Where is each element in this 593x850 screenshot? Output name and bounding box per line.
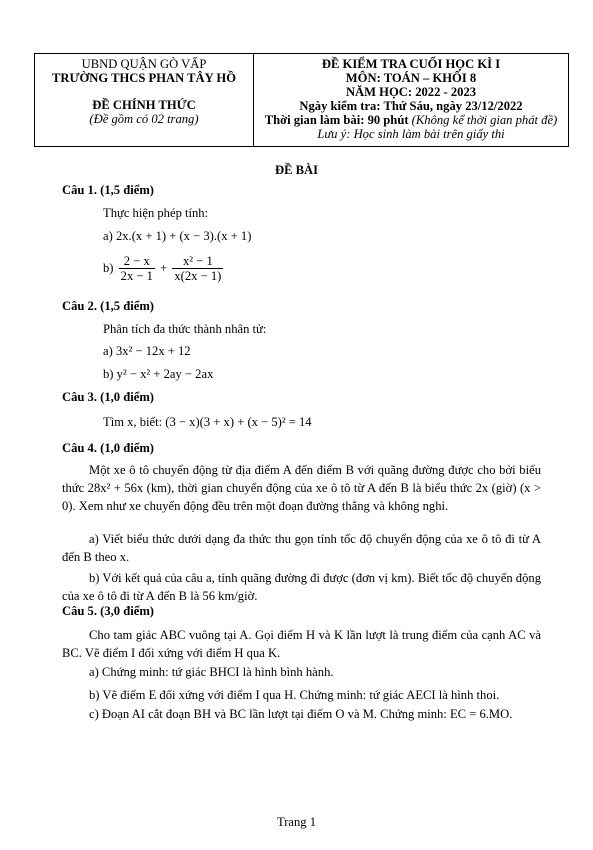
page-count-note: (Đề gồm có 02 trang): [89, 112, 199, 126]
duration-note: (Không kể thời gian phát đề): [411, 113, 558, 127]
fraction-denominator: 2x − 1: [120, 269, 153, 283]
official-label: ĐỀ CHÍNH THỨC: [92, 98, 196, 112]
fraction-numerator: 2 − x: [119, 254, 155, 269]
q2-b-expression: y² − x² + 2ay − 2ax: [116, 367, 214, 381]
q4-part-b: b) Với kết quả của câu a, tính quãng đường đi được (đơn vị km). Biết tốc độ chuyển động của xe ô tô đi từ A đến B là 56 km/giờ.: [62, 571, 541, 603]
header-left-cell: [35, 54, 254, 147]
q2-part-b: [103, 367, 213, 382]
q1-a-expression: 2x.(x + 1) + (x − 3).(x + 1): [115, 229, 252, 243]
plus-sign: +: [160, 261, 168, 275]
q1-b-fraction-2: [172, 254, 223, 283]
q4-heading: Câu 4. (1,0 điểm): [62, 441, 154, 455]
school-year: NĂM HỌC: 2022 - 2023: [345, 85, 477, 99]
q5-part-a: a) Chứng minh: tứ giác BHCI là hình bình hành.: [89, 665, 334, 679]
q3-heading: Câu 3. (1,0 điểm): [62, 390, 154, 404]
q2-a-label: a): [103, 344, 113, 358]
exam-date: Ngày kiểm tra: Thứ Sáu, ngày 23/12/2022: [299, 99, 523, 113]
duration-label: Thời gian làm bài: 90 phút: [264, 113, 409, 127]
q2-b-label: b): [103, 367, 114, 381]
q2-part-a: [103, 344, 191, 359]
q4-intro: Một xe ô tô chuyển động từ địa điểm A đến điểm B với quãng đường được cho bởi biểu thức 28x² + 56x (km), thời gian chuyển động của xe ô tô từ A đến B là biểu thức 2x (giờ) (x > 0). Xem như xe chuyển động đều trên một đoạn đường thẳng và không nghỉ.: [62, 463, 541, 513]
q3-expression: (3 − x)(3 + x) + (x − 5)² = 14: [165, 415, 312, 429]
q5-part-c: c) Đoạn AI cắt đoạn BH và BC lần lượt tại điểm O và M. Chứng minh: EC = 6.MO.: [89, 707, 513, 721]
q1-a-label: a): [103, 229, 113, 243]
school-name: TRƯỜNG THCS PHAN TÂY HỒ: [51, 71, 237, 85]
q1-part-a: [103, 229, 251, 244]
q1-b-fraction-1: [119, 254, 155, 283]
fraction-numerator: x² − 1: [172, 254, 223, 269]
q2-a-expression: 3x² − 12x + 12: [115, 344, 191, 358]
subject: MÔN: TOÁN – KHỐI 8: [345, 71, 477, 85]
q1-heading: Câu 1. (1,5 điểm): [62, 183, 154, 197]
q2-heading: Câu 2. (1,5 điểm): [62, 299, 154, 313]
q1-instruction: Thực hiện phép tính:: [103, 206, 209, 220]
q3-text: Tìm x, biết:: [103, 415, 163, 429]
exam-note: Lưu ý: Học sinh làm bài trên giấy thi: [317, 127, 505, 141]
exam-title: ĐỀ KIỂM TRA CUỐI HỌC KÌ I: [321, 57, 501, 71]
exam-duration: [254, 113, 568, 127]
exam-header: [34, 53, 569, 147]
district-name: UBND QUẬN GÒ VẤP: [81, 57, 207, 71]
q5-part-b: b) Vẽ điểm E đối xứng với điểm I qua H. Chứng minh: tứ giác AECI là hình thoi.: [89, 688, 500, 702]
q3-body: [103, 415, 312, 430]
q1-part-b: [103, 254, 225, 283]
q5-intro: Cho tam giác ABC vuông tại A. Gọi điểm H và K lần lượt là trung điểm của cạnh AC và BC. Vẽ điểm I đối xứng với điểm H qua K.: [62, 628, 541, 660]
page-footer: Trang 1: [276, 815, 317, 829]
page-title: ĐỀ BÀI: [274, 163, 319, 177]
fraction-denominator: x(2x − 1): [174, 269, 222, 283]
header-right-cell: [254, 54, 569, 147]
q4-part-a: a) Viết biểu thức dưới dạng đa thức thu gọn tính tốc độ chuyển động của xe ô tô đi từ A đến B theo x.: [62, 532, 541, 564]
q5-heading: Câu 5. (3,0 điểm): [62, 604, 154, 618]
q2-instruction: Phân tích đa thức thành nhân tử:: [103, 322, 267, 336]
q1-b-label: b): [103, 261, 114, 275]
